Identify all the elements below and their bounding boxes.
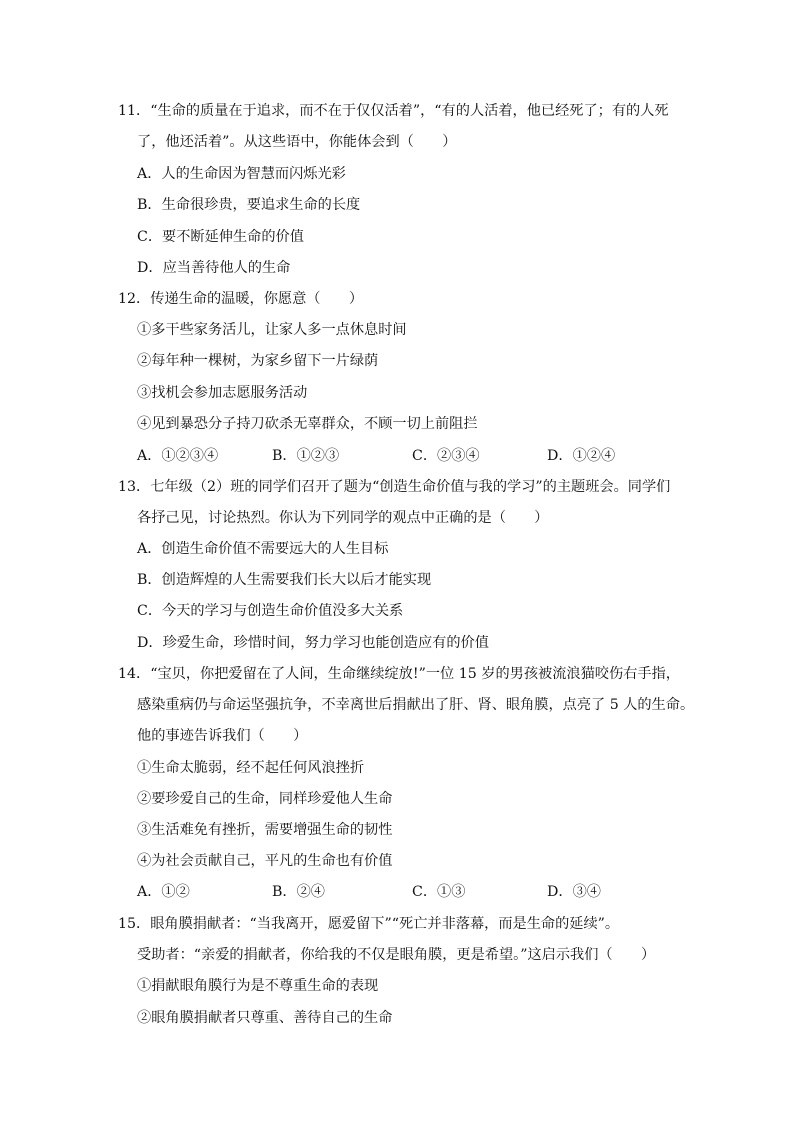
question-14-stem-line-1: 14．“宝贝，你把爱留在了人间，生命继续绽放!”一位 15 岁的男孩被流浪猫咬伤右手指，	[118, 666, 680, 682]
question-12-item-4: ④见到暴恐分子持刀砍杀无辜群众，不顾一切上前阻拦	[137, 416, 478, 432]
question-11-option-a: A．人的生命因为智慧而闪烁光彩	[137, 166, 346, 182]
question-12-choices	[137, 445, 677, 467]
question-12-choice-c: C．②③④	[412, 448, 480, 464]
question-12-stem-line-1: 12．传递生命的温暖，你愿意（ ）	[118, 291, 364, 307]
question-13-option-a: A．创造生命价值不需要远大的人生目标	[137, 541, 389, 557]
question-14-item-2: ②要珍爱自己的生命，同样珍爱他人生命	[137, 791, 393, 807]
question-12-choice-a: A．①②③④	[137, 448, 219, 464]
question-11-stem-line-1: 11．“生命的质量在于追求，而不在于仅仅活着”，“有的人活着，他已经死了；有的人死	[118, 103, 669, 119]
question-11-option-b: B．生命很珍贵，要追求生命的长度	[137, 197, 361, 213]
question-12-item-2: ②每年种一棵树，为家乡留下一片绿荫	[137, 353, 379, 369]
question-14-choice-c: C．①③	[412, 884, 466, 900]
question-11-option-c: C．要不断延伸生命的价值	[137, 229, 304, 245]
question-14-item-1: ①生命太脆弱，经不起任何风浪挫折	[137, 760, 365, 776]
question-15-stem-line-2: 受助者：“亲爱的捐献者，你给我的不仅是眼角膜，更是希望。”这启示我们（ ）	[137, 947, 656, 963]
question-12-choice-d: D．①②④	[547, 448, 616, 464]
question-14-item-4: ④为社会贡献自己，平凡的生命也有价值	[137, 853, 393, 869]
question-14-choices	[137, 881, 677, 903]
question-15-item-1: ①捐献眼角膜行为是不尊重生命的表现	[137, 978, 379, 994]
question-14-choice-b: B．②④	[272, 884, 325, 900]
question-14-item-3: ③生活难免有挫折，需要增强生命的韧性	[137, 822, 393, 838]
question-13-option-c: C．今天的学习与创造生命价值没多大关系	[137, 603, 404, 619]
question-13-stem-line-1: 13．七年级（2）班的同学们召开了题为“创造生命价值与我的学习”的主题班会。同学们	[118, 479, 671, 495]
question-15-stem-line-1: 15．眼角膜捐献者：“当我离开，愿爱留下”“死亡并非落幕，而是生命的延续”。	[118, 916, 620, 932]
question-14-choice-a: A．①②	[137, 884, 190, 900]
question-14-stem-line-3: 他的事迹告诉我们（ ）	[137, 728, 308, 744]
question-15-item-2: ②眼角膜捐献者只尊重、善待自己的生命	[137, 1010, 393, 1026]
question-11-option-d: D．应当善待他人的生命	[137, 260, 291, 276]
question-13-stem-line-2: 各抒己见，讨论热烈。你认为下列同学的观点中正确的是（ ）	[137, 510, 549, 526]
question-12-choice-b: B．①②③	[272, 448, 340, 464]
question-13-option-d: D．珍爱生命，珍惜时间，努力学习也能创造应有的价值	[137, 635, 489, 651]
question-11-stem-line-2: 了，他还活着”。从这些语中，你能体会到（ ）	[137, 134, 457, 150]
question-14-choice-d: D．③④	[547, 884, 601, 900]
question-12-item-1: ①多干些家务活儿，让家人多一点休息时间	[137, 322, 407, 338]
question-13-option-b: B．创造辉煌的人生需要我们长大以后才能实现	[137, 572, 432, 588]
question-14-stem-line-2: 感染重病仍与命运坚强抗争，不幸离世后捐献出了肝、肾、眼角膜，点亮了 5 人的生命。	[137, 697, 695, 713]
question-12-item-3: ③找机会参加志愿服务活动	[137, 385, 308, 401]
